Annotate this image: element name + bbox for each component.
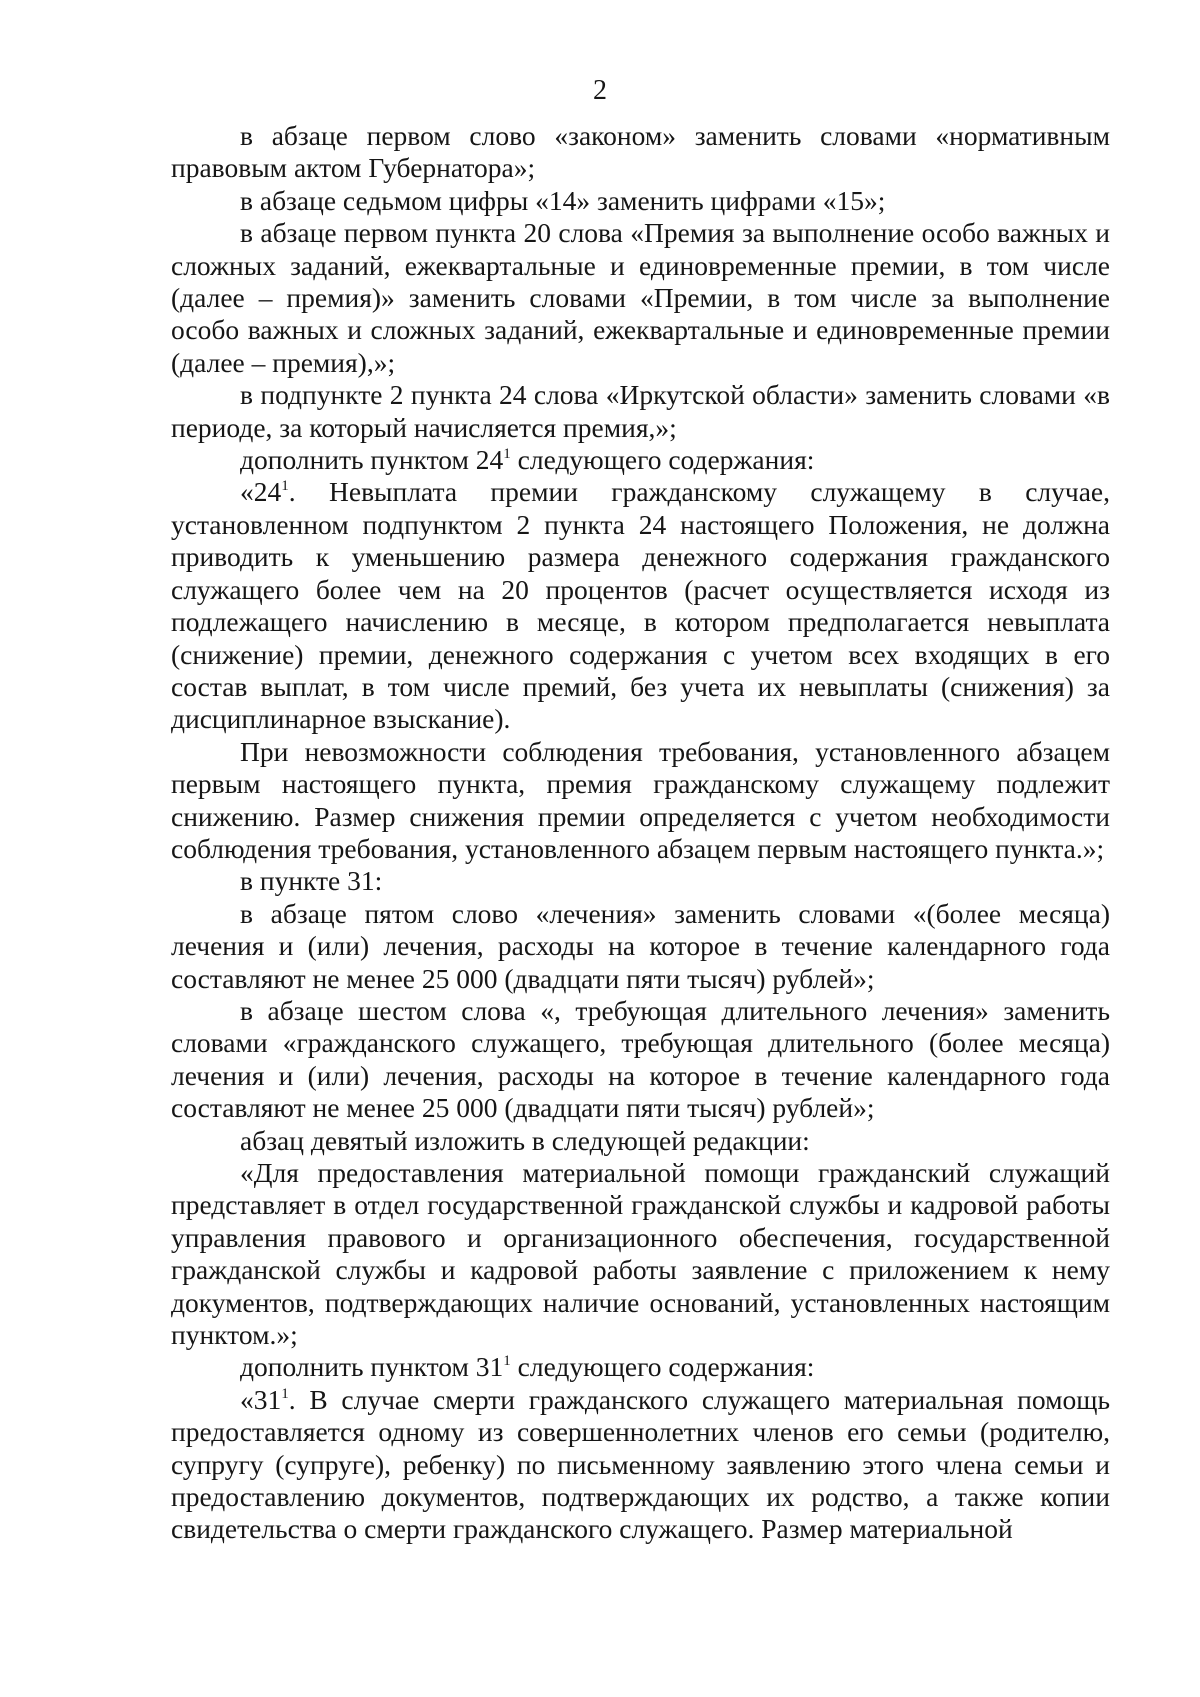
paragraph-14-text-start: «31	[240, 1383, 282, 1415]
paragraph-5-text-end: следующего содержания:	[510, 444, 815, 476]
paragraph-4: в подпункте 2 пункта 24 слова «Иркутской области» заменить словами «в периоде, за который начисляется премия,»;	[171, 379, 1110, 443]
paragraph-9: в абзаце пятом слово «лечения» заменить словами «(более месяца) лечения и (или) лечения, расходы на которое в течение календарного года составляют не менее 25 000 (двадцати пяти тысяч) рублей»;	[171, 897, 1110, 994]
paragraph-14	[171, 1384, 1110, 1546]
paragraph-14-text-end: . В случае смерти гражданского служащего материальная помощь предоставляется одному из совершеннолетних членов его семьи (родителю, супругу (супруге), ребенку) по письменному заявлению этого члена семьи и предоставлению документов, подтверждающих их родство, а также копии свидетельства о смерти гражданского служащего. Размер материальной	[171, 1383, 1110, 1545]
paragraph-13	[171, 1351, 1110, 1383]
paragraph-12: «Для предоставления материальной помощи гражданский служащий представляет в отдел государственной гражданской службы и кадровой работы управления правового и организационного обеспечения, государственной гражданской службы и кадровой работы заявление с приложением к нему документов, подтверждающих наличие оснований, установленных настоящим пунктом.»;	[171, 1157, 1110, 1351]
paragraph-6-text-start: «24	[240, 476, 282, 508]
paragraph-5-text-start: дополнить пунктом 24	[240, 444, 504, 476]
paragraph-5	[171, 444, 1110, 476]
paragraph-8: в пункте 31:	[240, 865, 383, 897]
page-number: 2	[593, 75, 607, 106]
paragraph-13-text-end: следующего содержания:	[510, 1351, 815, 1383]
paragraph-2: в абзаце седьмом цифры «14» заменить цифрами «15»;	[240, 184, 886, 216]
paragraph-7: При невозможности соблюдения требования, установленного абзацем первым настоящего пункта, премия гражданскому служащему подлежит снижению. Размер снижения премии определяется с учетом необходимости соблюдения требования, установленного абзацем первым настоящего пункта.»;	[171, 735, 1110, 864]
paragraph-11: абзац девятый изложить в следующей редакции:	[240, 1124, 810, 1156]
paragraph-6	[171, 476, 1110, 735]
document-body	[171, 120, 1110, 1546]
paragraph-1: в абзаце первом слово «законом» заменить словами «нормативным правовым актом Губернатора»;	[171, 120, 1110, 184]
paragraph-10: в абзаце шестом слова «, требующая длительного лечения» заменить словами «гражданского служащего, требующая длительного (более месяца) лечения и (или) лечения, расходы на которое в течение календарного года составляют не менее 25 000 (двадцати пяти тысяч) рублей»;	[171, 994, 1110, 1124]
superscript: 1	[503, 1353, 511, 1370]
superscript: 1	[281, 1385, 289, 1402]
paragraph-6-text-end: . Невыплата премии гражданскому служащему в случае, установленном подпунктом 2 пункта 24 настоящего Положения, не должна приводить к уменьшению размера денежного содержания гражданского служащего более чем на 20 процентов (расчет осуществляется исходя из подлежащего начислению в месяце, в котором предполагается невыплата (снижение) премии, денежного содержания с учетом всех входящих в его состав выплат, в том числе премий, без учета их невыплаты (снижения) за дисциплинарное взыскание).	[171, 476, 1110, 735]
superscript: 1	[281, 478, 289, 495]
paragraph-13-text-start: дополнить пунктом 31	[240, 1351, 504, 1383]
paragraph-3: в абзаце первом пункта 20 слова «Премия за выполнение особо важных и сложных заданий, ежеквартальные и единовременные премии, в том числе (далее – премия)» заменить словами «Премии, в том числе за выполнение особо важных и сложных заданий, ежеквартальные и единовременные премии (далее – премия),»;	[171, 217, 1110, 378]
superscript: 1	[503, 446, 511, 463]
